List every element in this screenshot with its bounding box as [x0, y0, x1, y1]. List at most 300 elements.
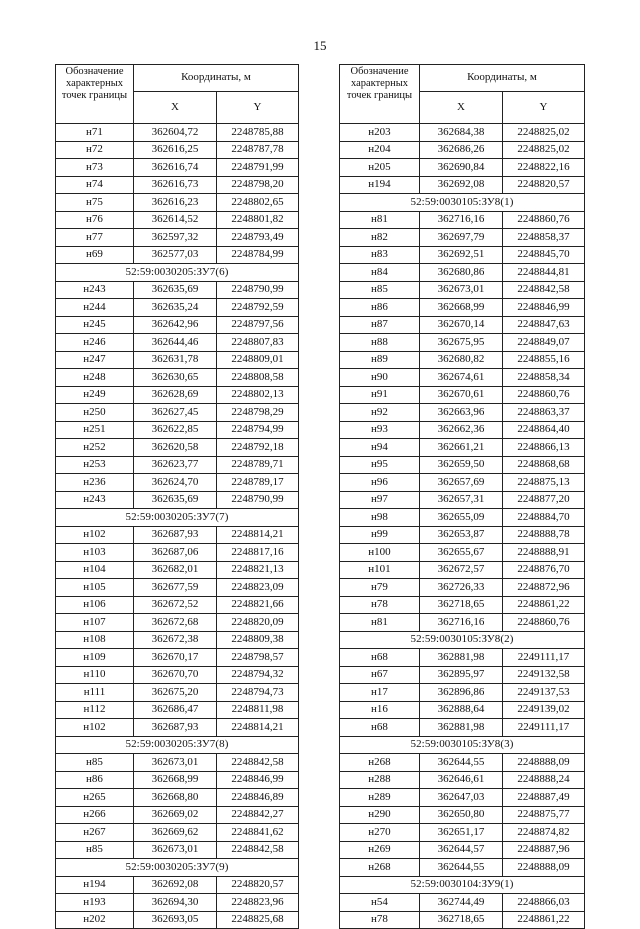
- y-coordinate-cell: 2248868,68: [503, 456, 585, 474]
- y-coordinate-cell: 2248820,09: [217, 614, 299, 632]
- x-coordinate-cell: 362692,51: [420, 246, 503, 264]
- table-row: [340, 474, 585, 492]
- y-coordinate-cell: 2248820,57: [217, 876, 299, 894]
- point-name-cell: н111: [56, 684, 134, 702]
- table-row: [340, 771, 585, 789]
- x-coordinate-cell: 362673,01: [134, 754, 217, 772]
- table-row: [56, 246, 299, 264]
- point-name-cell: н54: [340, 894, 420, 912]
- table-row: [340, 229, 585, 247]
- point-name-cell: н105: [56, 579, 134, 597]
- table-row: [56, 141, 299, 159]
- x-coordinate-cell: 362644,55: [420, 859, 503, 877]
- header-point-label: Обозначение характерных точек границы: [340, 65, 420, 124]
- point-name-cell: н268: [340, 859, 420, 877]
- section-title: 52:59:0030205:ЗУ7(6): [56, 264, 299, 282]
- y-coordinate-cell: 2248808,58: [217, 369, 299, 387]
- table-row: [56, 194, 299, 212]
- y-coordinate-cell: 2248861,22: [503, 911, 585, 929]
- x-coordinate-cell: 362631,78: [134, 351, 217, 369]
- x-coordinate-cell: 362673,01: [134, 841, 217, 859]
- x-coordinate-cell: 362655,09: [420, 509, 503, 527]
- point-name-cell: н94: [340, 439, 420, 457]
- point-name-cell: н252: [56, 439, 134, 457]
- x-coordinate-cell: 362687,93: [134, 719, 217, 737]
- x-coordinate-cell: 362644,55: [420, 754, 503, 772]
- x-coordinate-cell: 362672,57: [420, 561, 503, 579]
- point-name-cell: н270: [340, 824, 420, 842]
- point-name-cell: н236: [56, 474, 134, 492]
- table-row: [340, 859, 585, 877]
- point-name-cell: н17: [340, 684, 420, 702]
- y-coordinate-cell: 2248823,09: [217, 579, 299, 597]
- x-coordinate-cell: 362644,46: [134, 334, 217, 352]
- point-name-cell: н205: [340, 159, 420, 177]
- point-name-cell: н106: [56, 596, 134, 614]
- point-name-cell: н68: [340, 649, 420, 667]
- x-coordinate-cell: 362670,17: [134, 649, 217, 667]
- table-row: [340, 561, 585, 579]
- y-coordinate-cell: 2248814,21: [217, 719, 299, 737]
- section-row: [56, 264, 299, 282]
- table-row: [340, 824, 585, 842]
- table-row: [340, 264, 585, 282]
- point-name-cell: н96: [340, 474, 420, 492]
- point-name-cell: н99: [340, 526, 420, 544]
- table-row: [340, 176, 585, 194]
- point-name-cell: н98: [340, 509, 420, 527]
- table-row: [340, 159, 585, 177]
- x-coordinate-cell: 362670,61: [420, 386, 503, 404]
- table-row: [56, 544, 299, 562]
- x-coordinate-cell: 362635,24: [134, 299, 217, 317]
- table-row: [340, 211, 585, 229]
- point-name-cell: н253: [56, 456, 134, 474]
- x-coordinate-cell: 362604,72: [134, 124, 217, 142]
- y-coordinate-cell: 2248846,99: [503, 299, 585, 317]
- point-name-cell: н265: [56, 789, 134, 807]
- x-coordinate-cell: 362647,03: [420, 789, 503, 807]
- table-row: [340, 141, 585, 159]
- table-row: [340, 369, 585, 387]
- section-title: 52:59:0030105:ЗУ8(1): [340, 194, 585, 212]
- x-coordinate-cell: 362687,06: [134, 544, 217, 562]
- y-coordinate-cell: 2248821,13: [217, 561, 299, 579]
- point-name-cell: н84: [340, 264, 420, 282]
- y-coordinate-cell: 2248874,82: [503, 824, 585, 842]
- table-row: [340, 579, 585, 597]
- table-row: [56, 701, 299, 719]
- x-coordinate-cell: 362663,96: [420, 404, 503, 422]
- point-name-cell: н193: [56, 894, 134, 912]
- table-row: [340, 456, 585, 474]
- section-row: [56, 509, 299, 527]
- table-row: [56, 841, 299, 859]
- table-row: [340, 614, 585, 632]
- x-coordinate-cell: 362675,95: [420, 334, 503, 352]
- y-coordinate-cell: 2248793,49: [217, 229, 299, 247]
- y-coordinate-cell: 2248861,22: [503, 596, 585, 614]
- point-name-cell: н86: [56, 771, 134, 789]
- y-coordinate-cell: 2248802,13: [217, 386, 299, 404]
- x-coordinate-cell: 362668,99: [134, 771, 217, 789]
- point-name-cell: н194: [340, 176, 420, 194]
- table-row: [56, 316, 299, 334]
- point-name-cell: н90: [340, 369, 420, 387]
- point-name-cell: н85: [56, 754, 134, 772]
- y-coordinate-cell: 2248860,76: [503, 386, 585, 404]
- x-coordinate-cell: 362690,84: [420, 159, 503, 177]
- table-row: [56, 439, 299, 457]
- y-coordinate-cell: 2248842,58: [503, 281, 585, 299]
- x-coordinate-cell: 362680,82: [420, 351, 503, 369]
- x-coordinate-cell: 362684,38: [420, 124, 503, 142]
- point-name-cell: н102: [56, 526, 134, 544]
- table-row: [340, 754, 585, 772]
- x-coordinate-cell: 362630,65: [134, 369, 217, 387]
- table-row: [340, 246, 585, 264]
- x-coordinate-cell: 362668,80: [134, 789, 217, 807]
- x-coordinate-cell: 362635,69: [134, 491, 217, 509]
- x-coordinate-cell: 362669,02: [134, 806, 217, 824]
- x-coordinate-cell: 362655,67: [420, 544, 503, 562]
- x-coordinate-cell: 362644,57: [420, 841, 503, 859]
- table-row: [56, 421, 299, 439]
- y-coordinate-cell: 2248888,09: [503, 859, 585, 877]
- y-coordinate-cell: 2248842,58: [217, 754, 299, 772]
- point-name-cell: н107: [56, 614, 134, 632]
- y-coordinate-cell: 2248846,99: [217, 771, 299, 789]
- page-number: 15: [313, 38, 327, 53]
- point-name-cell: н109: [56, 649, 134, 667]
- x-coordinate-cell: 362692,08: [420, 176, 503, 194]
- y-coordinate-cell: 2248847,63: [503, 316, 585, 334]
- point-name-cell: н103: [56, 544, 134, 562]
- x-coordinate-cell: 362672,68: [134, 614, 217, 632]
- point-name-cell: н74: [56, 176, 134, 194]
- table-row: [56, 684, 299, 702]
- header-x-label: X: [420, 91, 503, 123]
- point-name-cell: н73: [56, 159, 134, 177]
- x-coordinate-cell: 362672,38: [134, 631, 217, 649]
- table-row: [56, 211, 299, 229]
- point-name-cell: н88: [340, 334, 420, 352]
- y-coordinate-cell: 2248864,40: [503, 421, 585, 439]
- section-row: [56, 736, 299, 754]
- x-coordinate-cell: 362686,26: [420, 141, 503, 159]
- y-coordinate-cell: 2248814,21: [217, 526, 299, 544]
- point-name-cell: н78: [340, 911, 420, 929]
- table-row: [56, 579, 299, 597]
- x-coordinate-cell: 362682,01: [134, 561, 217, 579]
- point-name-cell: н71: [56, 124, 134, 142]
- y-coordinate-cell: 2248877,20: [503, 491, 585, 509]
- y-coordinate-cell: 2248792,18: [217, 439, 299, 457]
- table-row: [340, 351, 585, 369]
- y-coordinate-cell: 2249139,02: [503, 701, 585, 719]
- table-row: [56, 911, 299, 929]
- y-coordinate-cell: 2248801,82: [217, 211, 299, 229]
- point-name-cell: н290: [340, 806, 420, 824]
- point-name-cell: н97: [340, 491, 420, 509]
- y-coordinate-cell: 2248858,34: [503, 369, 585, 387]
- x-coordinate-cell: 362697,79: [420, 229, 503, 247]
- x-coordinate-cell: 362616,23: [134, 194, 217, 212]
- table-row: [56, 386, 299, 404]
- x-coordinate-cell: 362896,86: [420, 684, 503, 702]
- y-coordinate-cell: 2248797,56: [217, 316, 299, 334]
- point-name-cell: н249: [56, 386, 134, 404]
- point-name-cell: н91: [340, 386, 420, 404]
- x-coordinate-cell: 362657,31: [420, 491, 503, 509]
- point-name-cell: н110: [56, 666, 134, 684]
- x-coordinate-cell: 362744,49: [420, 894, 503, 912]
- x-coordinate-cell: 362716,16: [420, 211, 503, 229]
- x-coordinate-cell: 362650,80: [420, 806, 503, 824]
- point-name-cell: н243: [56, 281, 134, 299]
- y-coordinate-cell: 2249137,53: [503, 684, 585, 702]
- x-coordinate-cell: 362718,65: [420, 911, 503, 929]
- y-coordinate-cell: 2248860,76: [503, 211, 585, 229]
- y-coordinate-cell: 2248888,91: [503, 544, 585, 562]
- table-row: [56, 631, 299, 649]
- header-x-label: X: [134, 91, 217, 123]
- x-coordinate-cell: 362616,74: [134, 159, 217, 177]
- y-coordinate-cell: 2248822,16: [503, 159, 585, 177]
- x-coordinate-cell: 362895,97: [420, 666, 503, 684]
- table-row: [56, 806, 299, 824]
- point-name-cell: н100: [340, 544, 420, 562]
- y-coordinate-cell: 2248872,96: [503, 579, 585, 597]
- table-row: [340, 806, 585, 824]
- header-y-label: Y: [217, 91, 299, 123]
- y-coordinate-cell: 2248787,78: [217, 141, 299, 159]
- y-coordinate-cell: 2248794,73: [217, 684, 299, 702]
- x-coordinate-cell: 362686,47: [134, 701, 217, 719]
- section-title: 52:59:0030205:ЗУ7(7): [56, 509, 299, 527]
- header-point-label: Обозначение характерных точек границы: [56, 65, 134, 124]
- y-coordinate-cell: 2248866,03: [503, 894, 585, 912]
- point-name-cell: н266: [56, 806, 134, 824]
- table-row: [56, 649, 299, 667]
- table-row: [340, 544, 585, 562]
- point-name-cell: н250: [56, 404, 134, 422]
- x-coordinate-cell: 362646,61: [420, 771, 503, 789]
- table-row: [56, 299, 299, 317]
- point-name-cell: н76: [56, 211, 134, 229]
- table-row: [56, 491, 299, 509]
- point-name-cell: н104: [56, 561, 134, 579]
- x-coordinate-cell: 362635,69: [134, 281, 217, 299]
- x-coordinate-cell: 362672,52: [134, 596, 217, 614]
- section-title: 52:59:0030104:ЗУ9(1): [340, 876, 585, 894]
- point-name-cell: н95: [340, 456, 420, 474]
- point-name-cell: н87: [340, 316, 420, 334]
- header-coordinates-label: Координаты, м: [134, 65, 299, 92]
- table-row: [56, 561, 299, 579]
- point-name-cell: н79: [340, 579, 420, 597]
- point-name-cell: н72: [56, 141, 134, 159]
- section-row: [340, 631, 585, 649]
- table-body-left: [56, 124, 299, 929]
- table-row: [340, 526, 585, 544]
- section-row: [340, 876, 585, 894]
- x-coordinate-cell: 362694,30: [134, 894, 217, 912]
- x-coordinate-cell: 362687,93: [134, 526, 217, 544]
- point-name-cell: н247: [56, 351, 134, 369]
- table-row: [56, 334, 299, 352]
- x-coordinate-cell: 362881,98: [420, 719, 503, 737]
- y-coordinate-cell: 2248845,70: [503, 246, 585, 264]
- x-coordinate-cell: 362628,69: [134, 386, 217, 404]
- x-coordinate-cell: 362661,21: [420, 439, 503, 457]
- x-coordinate-cell: 362677,59: [134, 579, 217, 597]
- section-title: 52:59:0030205:ЗУ7(9): [56, 859, 299, 877]
- y-coordinate-cell: 2248809,01: [217, 351, 299, 369]
- table-row: [56, 229, 299, 247]
- y-coordinate-cell: 2248860,76: [503, 614, 585, 632]
- table-row: [56, 614, 299, 632]
- x-coordinate-cell: 362716,16: [420, 614, 503, 632]
- section-row: [340, 194, 585, 212]
- table-row: [56, 351, 299, 369]
- table-row: [340, 649, 585, 667]
- table-row: [340, 719, 585, 737]
- x-coordinate-cell: 362692,08: [134, 876, 217, 894]
- x-coordinate-cell: 362659,50: [420, 456, 503, 474]
- x-coordinate-cell: 362597,32: [134, 229, 217, 247]
- y-coordinate-cell: 2248842,58: [217, 841, 299, 859]
- point-name-cell: н68: [340, 719, 420, 737]
- table-row: [56, 456, 299, 474]
- table-row: [56, 719, 299, 737]
- point-name-cell: н101: [340, 561, 420, 579]
- point-name-cell: н244: [56, 299, 134, 317]
- table-row: [340, 386, 585, 404]
- y-coordinate-cell: 2248887,49: [503, 789, 585, 807]
- x-coordinate-cell: 362881,98: [420, 649, 503, 667]
- table-row: [340, 911, 585, 929]
- table-row: [56, 666, 299, 684]
- point-name-cell: н67: [340, 666, 420, 684]
- table-row: [56, 596, 299, 614]
- header-coordinates-label: Координаты, м: [420, 65, 585, 92]
- y-coordinate-cell: 2248884,70: [503, 509, 585, 527]
- y-coordinate-cell: 2248844,81: [503, 264, 585, 282]
- x-coordinate-cell: 362653,87: [420, 526, 503, 544]
- y-coordinate-cell: 2248849,07: [503, 334, 585, 352]
- x-coordinate-cell: 362718,65: [420, 596, 503, 614]
- point-name-cell: н81: [340, 614, 420, 632]
- table-row: [56, 281, 299, 299]
- y-coordinate-cell: 2248790,99: [217, 491, 299, 509]
- y-coordinate-cell: 2248817,16: [217, 544, 299, 562]
- y-coordinate-cell: 2248841,62: [217, 824, 299, 842]
- table-row: [56, 876, 299, 894]
- y-coordinate-cell: 2248888,09: [503, 754, 585, 772]
- x-coordinate-cell: 362670,70: [134, 666, 217, 684]
- y-coordinate-cell: 2248790,99: [217, 281, 299, 299]
- point-name-cell: н85: [340, 281, 420, 299]
- y-coordinate-cell: 2248858,37: [503, 229, 585, 247]
- y-coordinate-cell: 2248823,96: [217, 894, 299, 912]
- y-coordinate-cell: 2248789,17: [217, 474, 299, 492]
- point-name-cell: н92: [340, 404, 420, 422]
- y-coordinate-cell: 2248820,57: [503, 176, 585, 194]
- y-coordinate-cell: 2249111,17: [503, 649, 585, 667]
- point-name-cell: н83: [340, 246, 420, 264]
- table-row: [340, 666, 585, 684]
- table-row: [340, 841, 585, 859]
- coordinates-table-right: [339, 64, 585, 929]
- y-coordinate-cell: 2248876,70: [503, 561, 585, 579]
- point-name-cell: н86: [340, 299, 420, 317]
- x-coordinate-cell: 362624,70: [134, 474, 217, 492]
- point-name-cell: н82: [340, 229, 420, 247]
- y-coordinate-cell: 2248821,66: [217, 596, 299, 614]
- point-name-cell: н267: [56, 824, 134, 842]
- y-coordinate-cell: 2248807,83: [217, 334, 299, 352]
- table-row: [56, 771, 299, 789]
- x-coordinate-cell: 362622,85: [134, 421, 217, 439]
- table-row: [56, 474, 299, 492]
- table-row: [340, 789, 585, 807]
- y-coordinate-cell: 2248798,57: [217, 649, 299, 667]
- point-name-cell: н248: [56, 369, 134, 387]
- y-coordinate-cell: 2248888,24: [503, 771, 585, 789]
- table-row: [340, 316, 585, 334]
- table-row: [56, 176, 299, 194]
- y-coordinate-cell: 2248842,27: [217, 806, 299, 824]
- table-row: [340, 701, 585, 719]
- table-row: [56, 789, 299, 807]
- table-row: [340, 334, 585, 352]
- point-name-cell: н102: [56, 719, 134, 737]
- point-name-cell: н85: [56, 841, 134, 859]
- table-row: [340, 684, 585, 702]
- y-coordinate-cell: 2249132,58: [503, 666, 585, 684]
- x-coordinate-cell: 362623,77: [134, 456, 217, 474]
- table-row: [56, 824, 299, 842]
- y-coordinate-cell: 2248863,37: [503, 404, 585, 422]
- y-coordinate-cell: 2248811,98: [217, 701, 299, 719]
- point-name-cell: н204: [340, 141, 420, 159]
- point-name-cell: н246: [56, 334, 134, 352]
- x-coordinate-cell: 362888,64: [420, 701, 503, 719]
- x-coordinate-cell: 362662,36: [420, 421, 503, 439]
- point-name-cell: н243: [56, 491, 134, 509]
- x-coordinate-cell: 362675,20: [134, 684, 217, 702]
- point-name-cell: н202: [56, 911, 134, 929]
- table-row: [340, 596, 585, 614]
- y-coordinate-cell: 2248875,77: [503, 806, 585, 824]
- x-coordinate-cell: 362693,05: [134, 911, 217, 929]
- y-coordinate-cell: 2248794,99: [217, 421, 299, 439]
- table-row: [340, 421, 585, 439]
- table-row: [340, 281, 585, 299]
- table-row: [56, 124, 299, 142]
- point-name-cell: н194: [56, 876, 134, 894]
- table-row: [56, 159, 299, 177]
- section-title: 52:59:0030105:ЗУ8(2): [340, 631, 585, 649]
- table-row: [56, 754, 299, 772]
- x-coordinate-cell: 362669,62: [134, 824, 217, 842]
- point-name-cell: н112: [56, 701, 134, 719]
- table-row: [340, 439, 585, 457]
- y-coordinate-cell: 2248789,71: [217, 456, 299, 474]
- point-name-cell: н75: [56, 194, 134, 212]
- x-coordinate-cell: 362673,01: [420, 281, 503, 299]
